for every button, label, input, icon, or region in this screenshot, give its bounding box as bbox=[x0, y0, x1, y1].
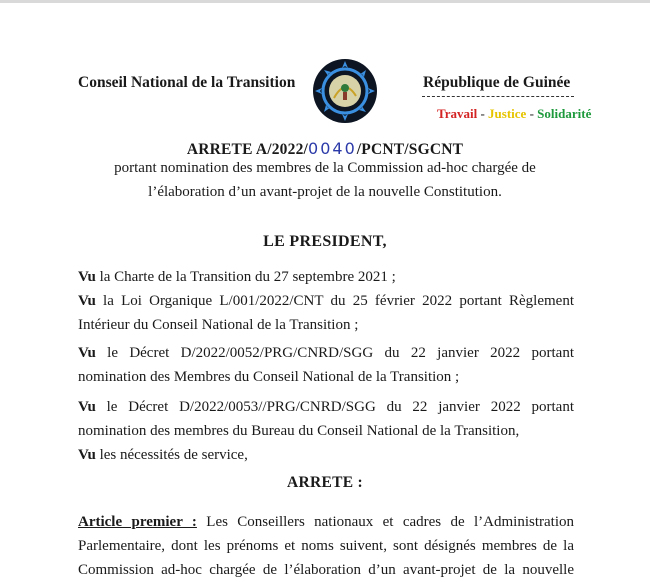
vu-keyword: Vu bbox=[78, 447, 96, 463]
vu-keyword: Vu bbox=[78, 269, 96, 285]
page-top-edge bbox=[0, 0, 650, 3]
institution-name: Conseil National de la Transition bbox=[78, 74, 296, 91]
vu-item-3 bbox=[78, 341, 574, 389]
article-text-line: Parlementaire, dont les prénoms et noms suivent, sont désignés membres de la bbox=[78, 538, 574, 554]
motto-word-1: Travail bbox=[437, 106, 478, 121]
vu-item-5 bbox=[78, 443, 574, 467]
vu-text-line: les nécessités de service, bbox=[99, 447, 248, 463]
vu-item-1 bbox=[78, 265, 574, 289]
vu-text-line: le Décret D/2022/0052/PRG/CNRD/SGG du 22 janvier 2022 portant bbox=[107, 345, 574, 361]
article-premier bbox=[78, 510, 574, 582]
decree-subtitle-line-2: l’élaboration d’un avant-projet de la nouvelle Constitution. bbox=[148, 184, 502, 200]
arrete-heading: ARRETE : bbox=[286, 474, 364, 491]
decree-subtitle-line-1: portant nomination des membres de la Commission ad-hoc chargée de bbox=[114, 160, 536, 176]
cnt-seal-icon bbox=[312, 58, 378, 124]
vu-text-line: la Loi Organique L/001/2022/CNT du 25 février 2022 portant Règlement bbox=[103, 293, 574, 309]
vu-text-line: nomination des Membres du Conseil National de la Transition ; bbox=[78, 369, 460, 385]
header-dashed-rule bbox=[422, 96, 574, 97]
country-name: République de Guinée bbox=[423, 74, 571, 91]
vu-text-line: nomination des membres du Bureau du Conseil National de la Transition, bbox=[78, 423, 520, 439]
decree-handwritten-number: 0040 bbox=[308, 139, 357, 158]
vu-line-justified bbox=[78, 341, 574, 365]
vu-keyword: Vu bbox=[78, 399, 96, 415]
motto-word-3: Solidarité bbox=[537, 106, 592, 121]
vu-keyword: Vu bbox=[78, 293, 96, 309]
article-text-line: Les Conseillers nationaux et cadres de l’Administration bbox=[196, 514, 574, 530]
vu-line-justified bbox=[78, 289, 574, 313]
decree-number bbox=[0, 139, 650, 159]
vu-item-2 bbox=[78, 289, 574, 337]
decree-number-suffix: /PCNT/SGCNT bbox=[356, 141, 464, 158]
national-motto bbox=[437, 106, 591, 122]
article-line-justified bbox=[78, 510, 574, 534]
article-text-line: Commission ad-hoc chargée de l’élaboration d’un avant-projet de la nouvelle bbox=[78, 562, 574, 578]
motto-separator-2: - bbox=[526, 106, 538, 121]
motto-word-2: Justice bbox=[488, 106, 527, 121]
vu-text-line: Intérieur du Conseil National de la Transition ; bbox=[78, 317, 359, 333]
vu-keyword: Vu bbox=[78, 345, 96, 361]
vu-line-justified bbox=[78, 395, 574, 419]
president-heading: LE PRESIDENT, bbox=[263, 233, 387, 250]
vu-item-4 bbox=[78, 395, 574, 443]
article-label: Article premier : bbox=[78, 514, 197, 530]
vu-text-line: la Charte de la Transition du 27 septembre 2021 ; bbox=[99, 269, 396, 285]
motto-separator-1: - bbox=[477, 106, 489, 121]
decree-number-prefix: ARRETE A/2022/ bbox=[186, 141, 309, 158]
vu-text-line: le Décret D/2022/0053//PRG/CNRD/SGG du 22 janvier 2022 portant bbox=[106, 399, 574, 415]
